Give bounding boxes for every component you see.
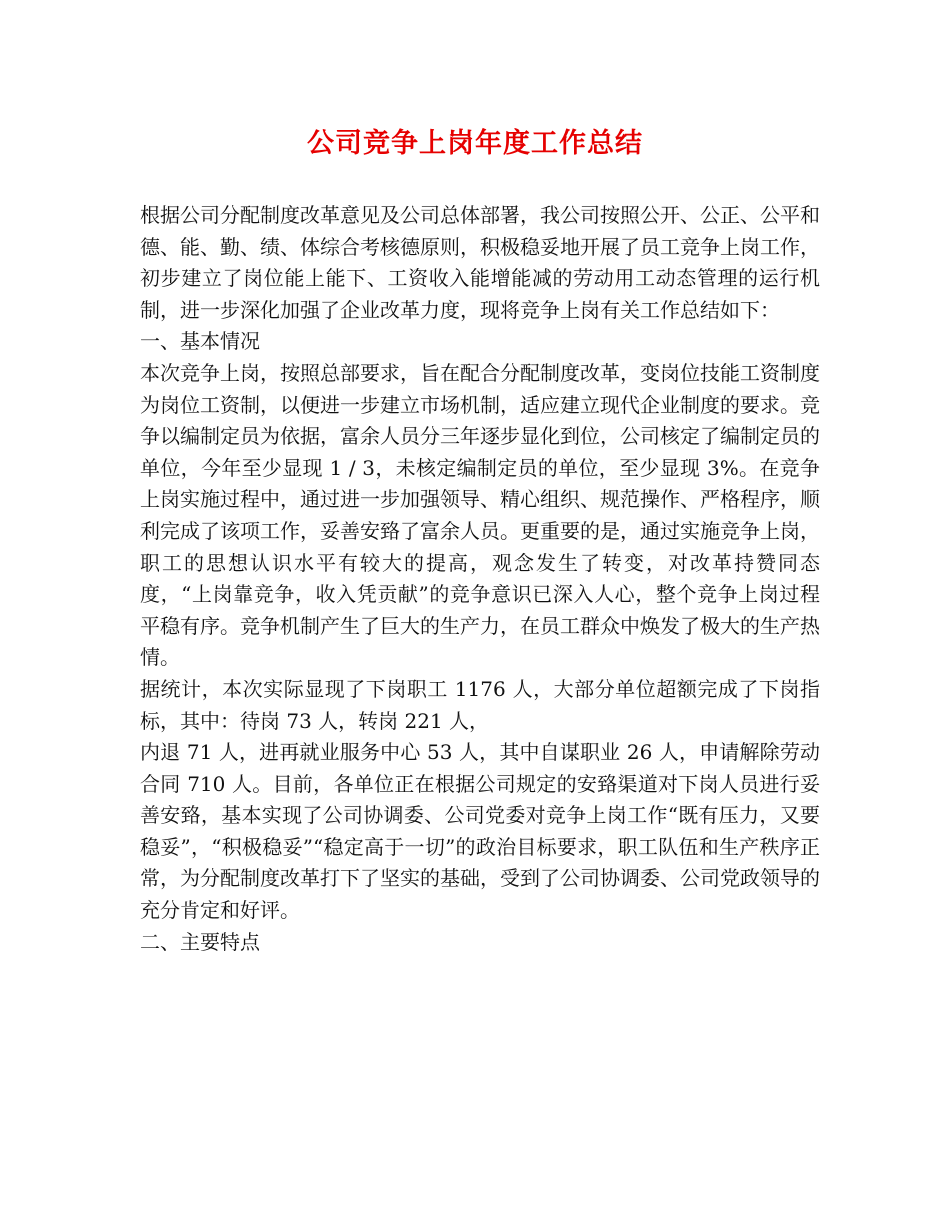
statistics-paragraph: 据统计，本次实际显现了下岗职工 1176 人，大部分单位超额完成了下岗指标，其中：待岗 73 人，转岗 221 人， [140, 676, 820, 733]
statistics-continued-paragraph: 内退 71 人，进再就业服务中心 53 人，其中自谋职业 26 人，申请解除劳动合同 710 人。目前，各单位正在根据公司规定的安臵渠道对下岗人员进行妥善安臵，基本实现了公司协调委、公司党委对竞争上岗工作“既有压力，又要稳妥”，“积极稳妥”“稳定高于一切”的政治目标要求，职工队伍和生产秩序正常，为分配制度改革打下了坚实的基础，受到了公司协调委、公司党政领导的充分肯定和好评。 [140, 740, 820, 923]
document-title: 公司竞争上岗年度工作总结 [307, 128, 643, 159]
section-heading-features: 二、主要特点 [140, 929, 260, 954]
section-heading-basic: 一、基本情况 [140, 329, 260, 354]
document-body [140, 200, 820, 958]
basic-situation-paragraph: 本次竞争上岗，按照总部要求，旨在配合分配制度改革，变岗位技能工资制度为岗位工资制，以便进一步建立市场机制，适应建立现代企业制度的要求。竞争以编制定员为依据，富余人员分三年逐步显化到位，公司核定了编制定员的单位，今年至少显现 1 / 3，未核定编制定员的单位，至少显现 3%。在竞争上岗实施过程中，通过进一步加强领导、精心组织、规范操作、严格程序，顺利完成了该项工作，妥善安臵了富余人员。更重要的是，通过实施竞争上岗，职工的思想认识水平有较大的提高，观念发生了转变，对改革持赞同态度，“上岗靠竞争，收入凭贡献”的竞争意识已深入人心，整个竞争上岗过程平稳有序。竞争机制产生了巨大的生产力，在员工群众中焕发了极大的生产热情。 [140, 360, 820, 670]
intro-paragraph: 根据公司分配制度改革意见及公司总体部署，我公司按照公开、公正、公平和德、能、勤、绩、体综合考核德原则，积极稳妥地开展了员工竞争上岗工作，初步建立了岗位能上能下、工资收入能增能减的劳动用工动态管理的运行机制，进一步深化加强了企业改革力度，现将竞争上岗有关工作总结如下： [140, 203, 820, 322]
